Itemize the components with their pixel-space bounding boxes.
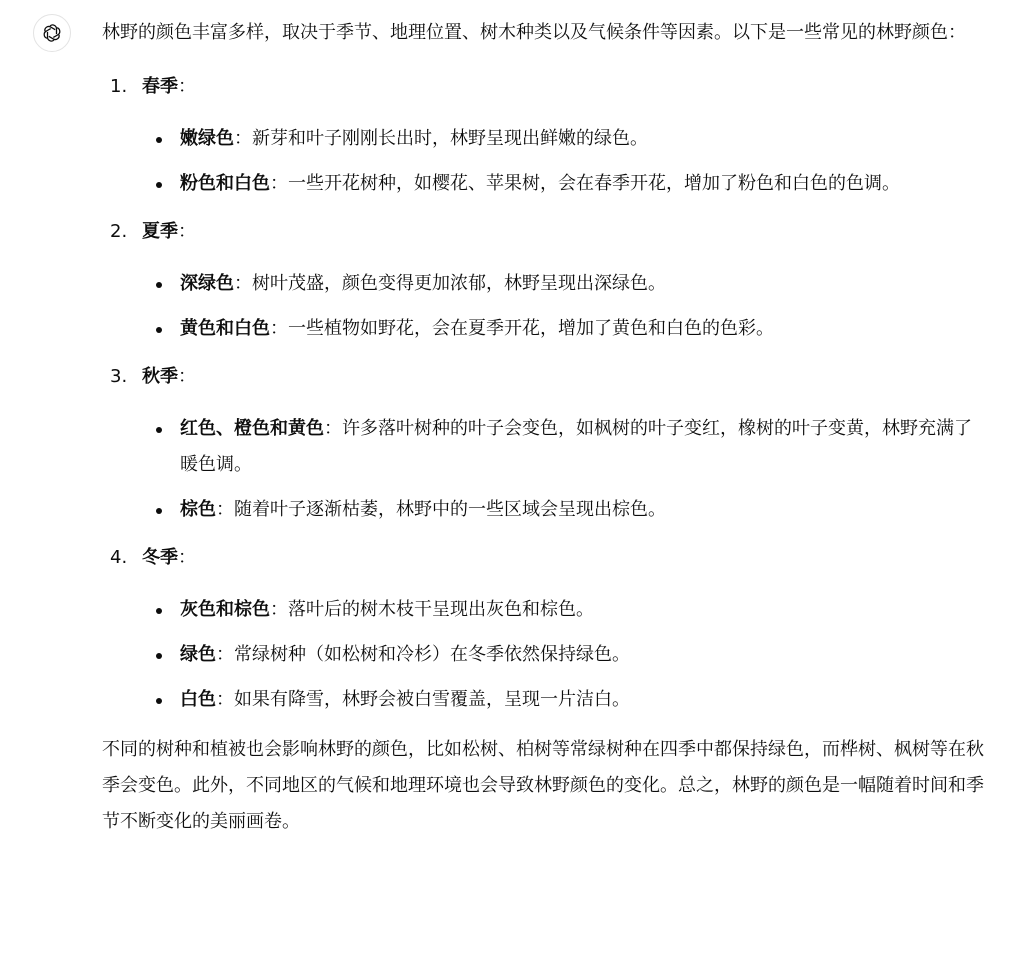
season-colon: ： (178, 366, 196, 387)
season-heading (102, 69, 988, 105)
list-item (102, 492, 988, 528)
season-heading (102, 359, 988, 395)
color-desc: ：一些植物如野花，会在夏季开花，增加了黄色和白色的色彩。 (270, 318, 774, 339)
color-term: 棕色 (180, 499, 216, 520)
color-list (102, 411, 988, 528)
season-item (102, 359, 988, 528)
season-title: 冬季 (142, 547, 178, 568)
color-desc: ：一些开花树种，如樱花、苹果树，会在春季开花，增加了粉色和白色的色调。 (270, 173, 900, 194)
season-list (102, 69, 988, 718)
color-term: 白色 (180, 689, 216, 710)
color-list (102, 592, 988, 718)
season-item (102, 214, 988, 347)
season-title: 秋季 (142, 366, 178, 387)
list-item (102, 637, 988, 673)
openai-logo-icon (41, 22, 63, 44)
season-item (102, 540, 988, 718)
season-colon: ： (178, 76, 196, 97)
color-term: 深绿色 (180, 273, 234, 294)
color-desc: ：随着叶子逐渐枯萎，林野中的一些区域会呈现出棕色。 (216, 499, 666, 520)
color-term: 绿色 (180, 644, 216, 665)
list-item (102, 682, 988, 718)
color-list (102, 121, 988, 202)
color-term: 黄色和白色 (180, 318, 270, 339)
color-term: 红色、橙色和黄色 (180, 418, 324, 439)
color-term: 粉色和白色 (180, 173, 270, 194)
color-list (102, 266, 988, 347)
season-heading (102, 540, 988, 576)
list-number: 3. (110, 366, 128, 387)
color-desc: ：许多落叶树种的叶子会变色，如枫树的叶子变红，橡树的叶子变黄，林野充满了暖色调。 (180, 418, 972, 475)
list-item (102, 266, 988, 302)
intro-paragraph: 林野的颜色丰富多样，取决于季节、地理位置、树木种类以及气候条件等因素。以下是一些常见的林野颜色： (102, 22, 966, 43)
list-item (102, 166, 988, 202)
assistant-avatar (33, 14, 71, 52)
color-term: 灰色和棕色 (180, 599, 270, 620)
list-item (102, 592, 988, 628)
list-number: 4. (110, 547, 128, 568)
season-colon: ： (178, 221, 196, 242)
closing-paragraph: 不同的树种和植被也会影响林野的颜色，比如松树、柏树等常绿树种在四季中都保持绿色，而桦树、枫树等在秋季会变色。此外，不同地区的气候和地理环境也会导致林野颜色的变化。总之，林野的颜色是一幅随着时间和季节不断变化的美丽画卷。 (102, 739, 984, 832)
season-item (102, 69, 988, 202)
assistant-message (102, 15, 988, 840)
color-desc: ：如果有降雪，林野会被白雪覆盖，呈现一片洁白。 (216, 689, 630, 710)
list-number: 2. (110, 221, 128, 242)
list-number: 1. (110, 76, 128, 97)
color-desc: ：新芽和叶子刚刚长出时，林野呈现出鲜嫩的绿色。 (234, 128, 648, 149)
season-title: 夏季 (142, 221, 178, 242)
color-term: 嫩绿色 (180, 128, 234, 149)
season-heading (102, 214, 988, 250)
list-item (102, 411, 988, 483)
color-desc: ：落叶后的树木枝干呈现出灰色和棕色。 (270, 599, 594, 620)
color-desc: ：常绿树种（如松树和冷杉）在冬季依然保持绿色。 (216, 644, 630, 665)
list-item (102, 311, 988, 347)
color-desc: ：树叶茂盛，颜色变得更加浓郁，林野呈现出深绿色。 (234, 273, 666, 294)
list-item (102, 121, 988, 157)
season-colon: ： (178, 547, 196, 568)
season-title: 春季 (142, 76, 178, 97)
